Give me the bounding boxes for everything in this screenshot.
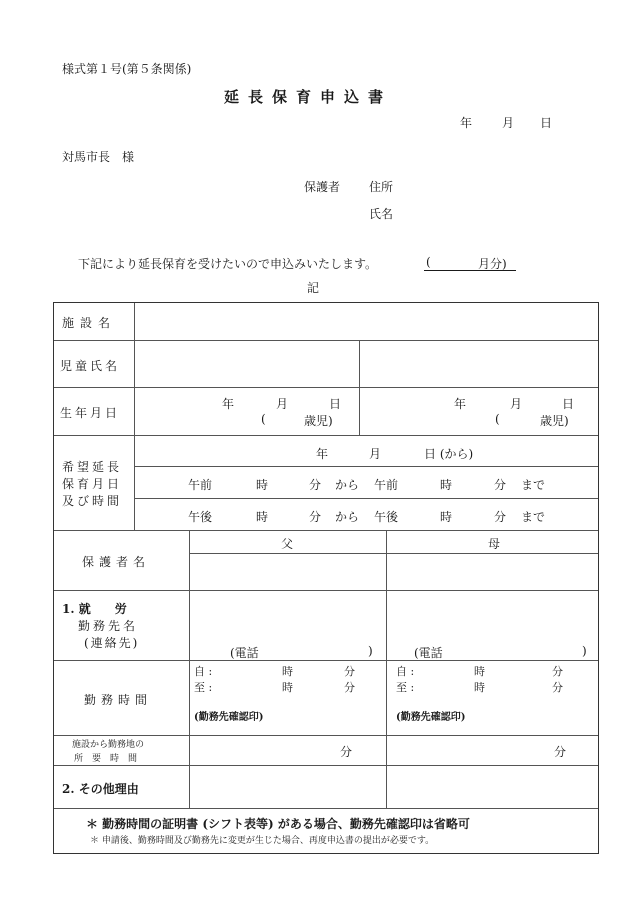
father-name-input[interactable]	[191, 555, 384, 588]
contact-label: (連絡先)	[84, 636, 140, 650]
father-other-reason-input[interactable]	[191, 767, 384, 806]
work-hours-label: 勤務時間	[84, 693, 153, 707]
mother-phone-open: (電話	[414, 646, 443, 660]
birth-year-2: 年	[454, 397, 467, 411]
father-to: 至 :	[194, 681, 213, 694]
age-close-1: 歳児)	[304, 414, 333, 428]
am-until: まで	[521, 478, 546, 492]
mother-to: 至 :	[396, 681, 415, 694]
mother-to-minute: 分	[552, 681, 563, 694]
addressee: 対馬市長 様	[62, 150, 135, 164]
form-number: 様式第１号(第５条関係)	[62, 62, 192, 76]
mother-commute-minute: 分	[554, 745, 567, 759]
ext-month: 月	[369, 447, 382, 461]
mother-other-reason-input[interactable]	[388, 767, 596, 806]
ki-label: 記	[307, 281, 320, 295]
am-start: 午前	[188, 478, 213, 492]
child-name-input-2[interactable]	[361, 342, 596, 385]
ext-year: 年	[316, 447, 329, 461]
date-month: 月	[502, 116, 515, 130]
commute-label-1: 施設から勤務地の	[72, 740, 145, 750]
workplace-label: 勤務先名	[78, 619, 139, 633]
father-from-minute: 分	[344, 665, 355, 678]
date-year: 年	[460, 116, 473, 130]
father-phone-close: )	[368, 644, 373, 658]
father-header: 父	[281, 537, 294, 551]
mother-employer-seal: (勤務先確認印)	[396, 712, 466, 723]
pm-end-hour: 時	[440, 510, 453, 524]
facility-label: 施設名	[62, 316, 117, 330]
pm-start-minute: 分	[309, 510, 322, 524]
pm-end: 午後	[374, 510, 399, 524]
extended-label-3: 及び時間	[62, 494, 123, 508]
mother-phone-close: )	[582, 644, 587, 658]
age-close-2: 歳児)	[540, 414, 569, 428]
commute-label-2: 所 要 時 間	[74, 754, 138, 764]
application-form-table	[53, 302, 599, 854]
month-paren-close: 月分)	[478, 257, 507, 271]
pm-end-minute: 分	[494, 510, 507, 524]
mother-header: 母	[488, 537, 501, 551]
father-from: 自 :	[194, 665, 213, 678]
child-name-label: 児童氏名	[60, 359, 121, 373]
father-from-hour: 時	[282, 665, 293, 678]
note-resubmission: ＊ 申請後、勤務時間及び勤務先に変更が生じた場合、再度申込書の提出が必要です。	[90, 836, 435, 846]
birthdate-label: 生年月日	[60, 406, 121, 420]
extended-label-1: 希望延長	[62, 460, 123, 474]
am-from: から	[335, 478, 360, 492]
birth-month-2: 月	[510, 397, 523, 411]
guardian-name-label: 保護者名	[82, 555, 151, 569]
am-end-minute: 分	[494, 478, 507, 492]
note-shift-certificate: ＊ 勤務時間の証明書 (シフト表等) がある場合、勤務先確認印は省略可	[86, 817, 470, 831]
mother-from-hour: 時	[474, 665, 485, 678]
guardian-label: 保護者	[304, 180, 341, 194]
request-text: 下記により延長保育を受けたいので申込みいたします。	[78, 257, 378, 271]
father-to-hour: 時	[282, 681, 293, 694]
month-paren-open: (	[426, 255, 431, 269]
mother-name-input[interactable]	[388, 555, 596, 588]
month-field	[424, 255, 516, 271]
father-employer-seal: (勤務先確認印)	[194, 712, 264, 723]
mother-from: 自 :	[396, 665, 415, 678]
pm-start-hour: 時	[256, 510, 269, 524]
birth-year-1: 年	[222, 397, 235, 411]
extended-label-2: 保育月日	[62, 477, 123, 491]
child-name-input-1[interactable]	[136, 342, 357, 385]
facility-input[interactable]	[136, 305, 596, 338]
pm-until: まで	[521, 510, 546, 524]
age-open-1: (	[261, 412, 266, 426]
address-label: 住所	[369, 180, 394, 194]
other-reason-label: 2. その他理由	[62, 782, 139, 796]
birth-day-2: 日	[562, 397, 575, 411]
birth-month-1: 月	[276, 397, 289, 411]
birth-day-1: 日	[329, 397, 342, 411]
pm-from: から	[335, 510, 360, 524]
mother-from-minute: 分	[552, 665, 563, 678]
pm-start: 午後	[188, 510, 213, 524]
am-start-hour: 時	[256, 478, 269, 492]
name-label: 氏名	[369, 207, 394, 221]
father-phone-open: (電話	[230, 646, 259, 660]
age-open-2: (	[495, 412, 500, 426]
am-end-hour: 時	[440, 478, 453, 492]
page-title: 延長保育申込書	[224, 88, 393, 106]
father-commute-minute: 分	[340, 745, 353, 759]
date-day: 日	[540, 116, 553, 130]
am-end: 午前	[374, 478, 399, 492]
ext-from-date: 日 (から)	[424, 447, 474, 461]
work-label: 1. 就 労	[62, 602, 127, 616]
mother-to-hour: 時	[474, 681, 485, 694]
am-start-minute: 分	[309, 478, 322, 492]
father-to-minute: 分	[344, 681, 355, 694]
